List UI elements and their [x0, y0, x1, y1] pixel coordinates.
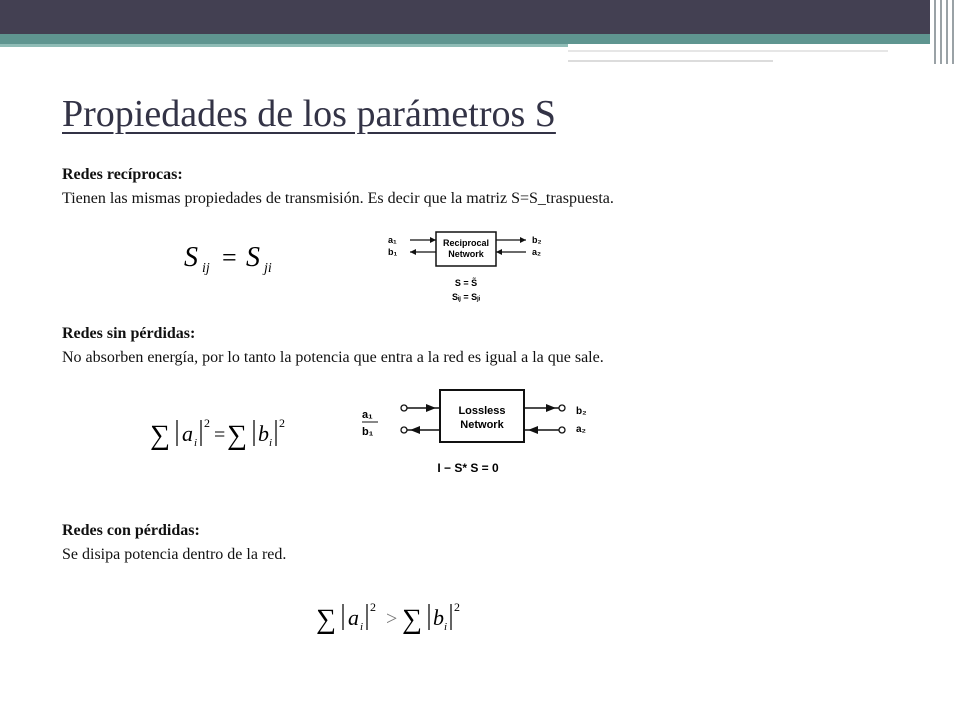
label-a1: a₁ [362, 409, 373, 421]
label-b2: b₂ [576, 406, 587, 417]
formula-a-subscript: i [360, 621, 364, 633]
header-corner-stripes [930, 0, 960, 64]
header-accent-line [0, 44, 568, 47]
formula-sum-2: ∑ [227, 420, 247, 451]
header-bar [0, 0, 960, 34]
formula-a: a [348, 605, 359, 630]
formula-lhs: S [184, 242, 198, 273]
formula-lossless [150, 410, 290, 456]
section-heading-lossy: Redes con pérdidas: [62, 522, 200, 539]
formula-exp-2: 2 [279, 416, 285, 430]
formula-rhs-subscript: ji [264, 261, 272, 276]
formula-lossy [316, 594, 466, 640]
equation-lossless: I − S* S = 0 [437, 461, 499, 475]
box-label-1: Lossless [458, 405, 506, 417]
formula-operator: = [222, 243, 237, 272]
formula-lhs-subscript: ij [202, 261, 210, 276]
label-a1: a₁ [388, 235, 397, 245]
formula-exp-1: 2 [370, 600, 376, 614]
slide-title: Propiedades de los parámetros S [62, 93, 556, 135]
box-label-1: Reciprocal [442, 238, 490, 248]
label-a2: a₂ [576, 424, 587, 435]
section-text-lossy: Se disipa potencia dentro de la red. [62, 546, 287, 563]
label-b1: b₁ [362, 426, 374, 438]
formula-sum-1: ∑ [150, 420, 170, 451]
equation-s-transpose: S = S̃ [454, 278, 478, 288]
section-text-lossless: No absorben energía, por lo tanto la potencia que entra a la red es igual a la que sale. [62, 349, 604, 366]
formula-sum-1: ∑ [316, 604, 336, 635]
formula-b-subscript: i [444, 621, 448, 633]
label-b2: b₂ [532, 235, 542, 245]
box-label-2: Network [448, 249, 484, 259]
formula-exp-2: 2 [454, 600, 460, 614]
equation-sij-sji: Sᵢⱼ = Sⱼᵢ [452, 292, 480, 302]
section-text-reciprocal: Tienen las mismas propiedades de transmisión. Es decir que la matriz S=S_traspuesta. [62, 190, 614, 207]
formula-exp-1: 2 [204, 416, 210, 430]
header-accent-band [0, 34, 960, 44]
section-heading-reciprocal: Redes recíprocas: [62, 166, 183, 183]
header-divider-line [568, 50, 888, 52]
formula-operator: = [214, 424, 226, 446]
section-heading-lossless: Redes sin pérdidas: [62, 325, 196, 342]
formula-sum-2: ∑ [402, 604, 422, 635]
label-b1: b₁ [388, 247, 398, 257]
formula-a-subscript: i [194, 437, 198, 449]
formula-rhs: S [246, 242, 260, 273]
reciprocal-network-diagram [380, 226, 560, 308]
label-a2: a₂ [532, 247, 542, 257]
formula-b: b [433, 605, 444, 630]
formula-a: a [182, 421, 193, 446]
formula-b-subscript: i [269, 437, 273, 449]
formula-operator: > [386, 608, 398, 630]
header-divider-line-short [568, 60, 773, 62]
lossless-network-diagram [352, 386, 596, 478]
box-label-2: Network [460, 419, 504, 431]
formula-b: b [258, 421, 269, 446]
formula-reciprocal [180, 238, 290, 278]
